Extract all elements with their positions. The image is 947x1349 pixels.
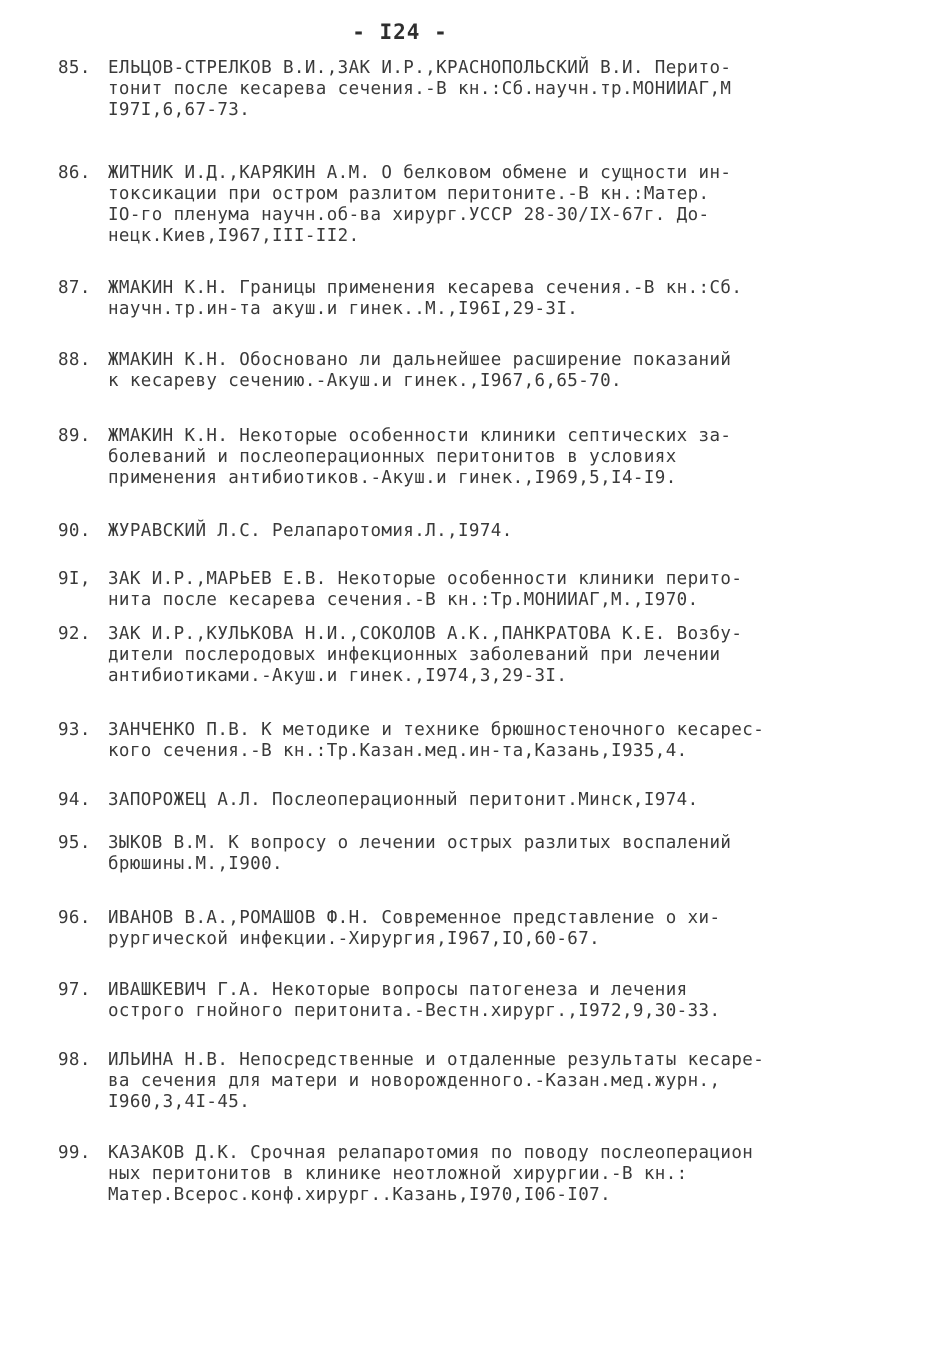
entry-number: 92. bbox=[58, 624, 91, 644]
entry-text: ИВАНОВ В.А.,РОМАШОВ Ф.Н. Современное представление о хи- рургической инфекции.-Хирургия,I967,IO,60-67. bbox=[108, 908, 721, 949]
entry-text: ЗАК И.Р.,МАРЬЕВ Е.В. Некоторые особенности клиники перито- нита после кесарева сечения.-В кн.:Тр.МОНИИАГ,М.,I970. bbox=[108, 569, 743, 610]
entry-number: 93. bbox=[58, 720, 91, 740]
bibliography-entry bbox=[58, 1143, 898, 1209]
entry-text: КАЗАКОВ Д.К. Срочная релапаротомия по поводу послеоперацион ных перитонитов в клинике неотложной хирургии.-В кн.: Матер.Всерос.конф.хирург..Казань,I970,I06-I07. bbox=[108, 1143, 754, 1205]
entry-number: 87. bbox=[58, 278, 91, 298]
entry-text: ЖМАКИН К.Н. Некоторые особенности клиники септических за- болеваний и послеоперационных перитонитов в условиях применения антибиотиков.-Акуш.и гинек.,I969,5,I4-I9. bbox=[108, 426, 732, 488]
entry-number: 99. bbox=[58, 1143, 91, 1163]
bibliography-entry bbox=[58, 790, 898, 833]
bibliography-entry bbox=[58, 350, 898, 426]
bibliography-entry bbox=[58, 58, 898, 163]
bibliography-entry bbox=[58, 833, 898, 908]
entry-number: 95. bbox=[58, 833, 91, 853]
entry-text: ЖУРАВСКИЙ Л.С. Релапаротомия.Л.,I974. bbox=[108, 521, 513, 541]
bibliography-list bbox=[58, 58, 898, 1209]
entry-text: ЕЛЬЦОВ-СТРЕЛКОВ В.И.,ЗАК И.Р.,КРАСНОПОЛЬСКИЙ В.И. Перито- тонит после кесарева сечения.-В кн.:Сб.научн.тр.МОНИИАГ,М I97I,6,67-73. bbox=[108, 58, 732, 120]
entry-number: 96. bbox=[58, 908, 91, 928]
entry-text: ИЛЬИНА Н.В. Непосредственные и отдаленные результаты кесаре- ва сечения для матери и новорожденного.-Казан.мед.журн., I960,3,4I-45. bbox=[108, 1050, 765, 1112]
entry-number: 94. bbox=[58, 790, 91, 810]
entry-number: 89. bbox=[58, 426, 91, 446]
entry-text: ЖМАКИН К.Н. Границы применения кесарева сечения.-В кн.:Сб. научн.тр.ин-та акуш.и гинек..М.,I96I,29-3I. bbox=[108, 278, 743, 319]
entry-text: ЖИТНИК И.Д.,КАРЯКИН А.М. О белковом обмене и сущности ин- токсикации при остром разлитом перитоните.-В кн.:Матер. IO-го пленума научн.об-ва хирург.УССР 28-30/IX-67г. До- нецк.Киев,I967,III-II2. bbox=[108, 163, 732, 246]
bibliography-entry bbox=[58, 569, 898, 624]
bibliography-entry bbox=[58, 980, 898, 1050]
entry-text: ЗАНЧЕНКО П.В. К методике и технике брюшностеночного кесарес- кого сечения.-В кн.:Тр.Казан.мед.ин-та,Казань,I935,4. bbox=[108, 720, 765, 761]
entry-text: ЖМАКИН К.Н. Обосновано ли дальнейшее расширение показаний к кесареву сечению.-Акуш.и гинек.,I967,6,65-70. bbox=[108, 350, 732, 391]
entry-number: 85. bbox=[58, 58, 91, 78]
entry-text: ЗЫКОВ В.М. К вопросу о лечении острых разлитых воспалений брюшины.М.,I900. bbox=[108, 833, 732, 874]
entry-number: 98. bbox=[58, 1050, 91, 1070]
entry-number: 86. bbox=[58, 163, 91, 183]
bibliography-entry bbox=[58, 426, 898, 521]
bibliography-entry bbox=[58, 720, 898, 790]
bibliography-entry bbox=[58, 163, 898, 278]
bibliography-entry bbox=[58, 624, 898, 720]
entry-number: 88. bbox=[58, 350, 91, 370]
entry-number: 9I, bbox=[58, 569, 91, 589]
entry-text: ЗАК И.Р.,КУЛЬКОВА Н.И.,СОКОЛОВ А.К.,ПАНКРАТОВА К.Е. Возбу- дители послеродовых инфекционных заболеваний при лечении антибиотиками.-Акуш.и гинек.,I974,3,29-3I. bbox=[108, 624, 743, 686]
entry-number: 97. bbox=[58, 980, 91, 1000]
entry-text: ИВАШКЕВИЧ Г.А. Некоторые вопросы патогенеза и лечения острого гнойного перитонита.-Вестн.хирург.,I972,9,30-33. bbox=[108, 980, 721, 1021]
bibliography-entry bbox=[58, 278, 898, 350]
entry-text: ЗАПОРОЖЕЦ А.Л. Послеоперационный перитонит.Минск,I974. bbox=[108, 790, 699, 810]
bibliography-entry bbox=[58, 521, 898, 569]
page-number: - I24 - bbox=[352, 20, 448, 44]
bibliography-entry bbox=[58, 1050, 898, 1143]
bibliography-entry bbox=[58, 908, 898, 980]
entry-number: 90. bbox=[58, 521, 91, 541]
